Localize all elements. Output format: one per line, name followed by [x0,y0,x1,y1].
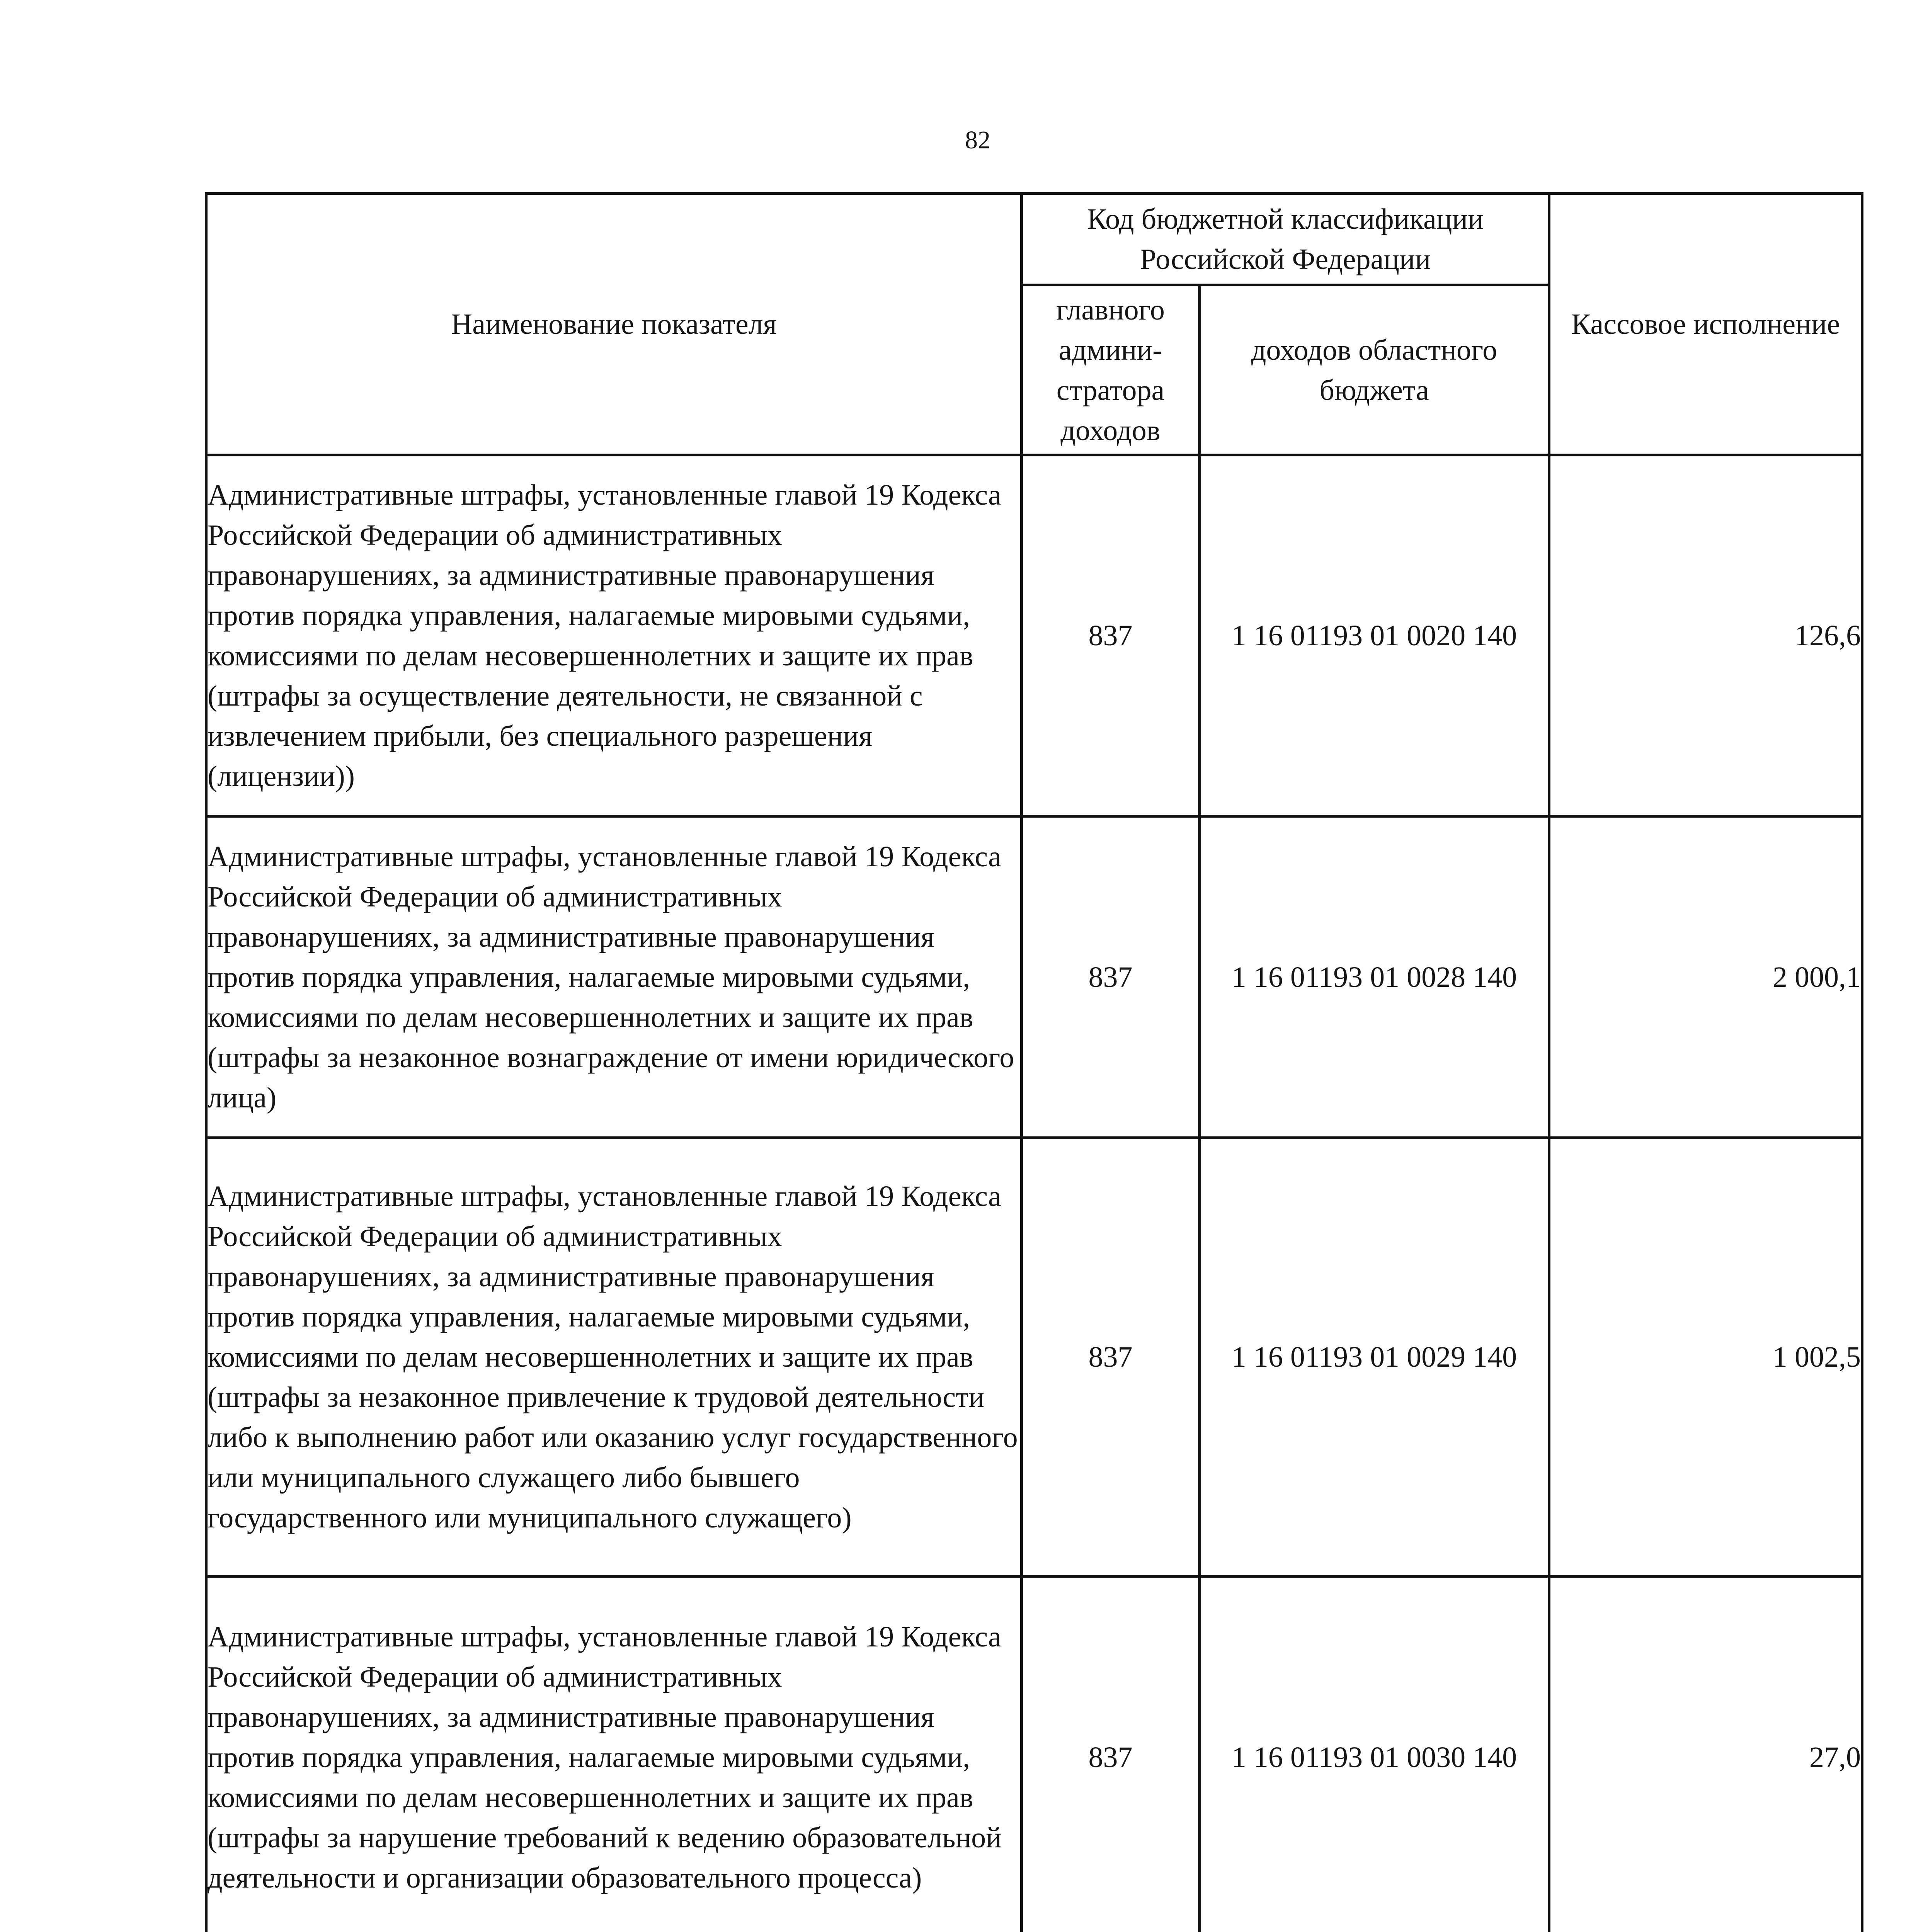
header-classification-code: Код бюджетной классификации Российской Федерации [1022,194,1549,285]
row-indicator-name: Административные штрафы, установленные главой 19 Кодекса Российской Федерации об административных правонарушениях, за административные правонарушения против порядка управления, налагаемые мировыми судьями, комиссиями по делам несовершеннолетних и защите их прав (штрафы за нарушение требований к ведению образовательной деятельности и организации образовательного процесса) [206,1577,1022,1932]
row-indicator-name: Административные штрафы, установленные главой 19 Кодекса Российской Федерации об административных правонарушениях, за административные правонарушения против порядка управления, налагаемые мировыми судьями, комиссиями по делам несовершеннолетних и защите их прав (штрафы за осуществление деятельности, не связанной с извлечением прибыли, без специального разрешения (лицензии)) [206,455,1022,816]
row-admin-code: 837 [1022,1138,1200,1577]
header-admin-code: главного админи-стратора доходов [1022,285,1200,455]
row-admin-code: 837 [1022,816,1200,1138]
header-cash-execution: Кассовое исполнение [1549,194,1862,455]
row-amount: 27,0 [1549,1577,1862,1932]
row-admin-code: 837 [1022,1577,1200,1932]
header-indicator-name: Наименование показателя [206,194,1022,455]
row-income-code: 1 16 01193 01 0029 140 [1200,1138,1549,1577]
table-row [206,455,1862,816]
row-amount: 2 000,1 [1549,816,1862,1138]
page-number: 82 [965,126,990,154]
row-admin-code: 837 [1022,455,1200,816]
row-indicator-name: Административные штрафы, установленные главой 19 Кодекса Российской Федерации об административных правонарушениях, за административные правонарушения против порядка управления, налагаемые мировыми судьями, комиссиями по делам несовершеннолетних и защите их прав (штрафы за незаконное вознаграждение от имени юридического лица) [206,816,1022,1138]
row-income-code: 1 16 01193 01 0028 140 [1200,816,1549,1138]
table-row [206,816,1862,1138]
budget-execution-table [205,192,1863,1932]
header-income-code: доходов областного бюджета [1200,285,1549,455]
row-indicator-name: Административные штрафы, установленные главой 19 Кодекса Российской Федерации об административных правонарушениях, за административные правонарушения против порядка управления, налагаемые мировыми судьями, комиссиями по делам несовершеннолетних и защите их прав (штрафы за незаконное привлечение к трудовой деятельности либо к выполнению работ или оказанию услуг государственного или муниципального служащего либо бывшего государственного или муниципального служащего) [206,1138,1022,1577]
row-income-code: 1 16 01193 01 0030 140 [1200,1577,1549,1932]
table-row [206,1138,1862,1577]
table-row [206,1577,1862,1932]
row-income-code: 1 16 01193 01 0020 140 [1200,455,1549,816]
row-amount: 126,6 [1549,455,1862,816]
row-amount: 1 002,5 [1549,1138,1862,1577]
